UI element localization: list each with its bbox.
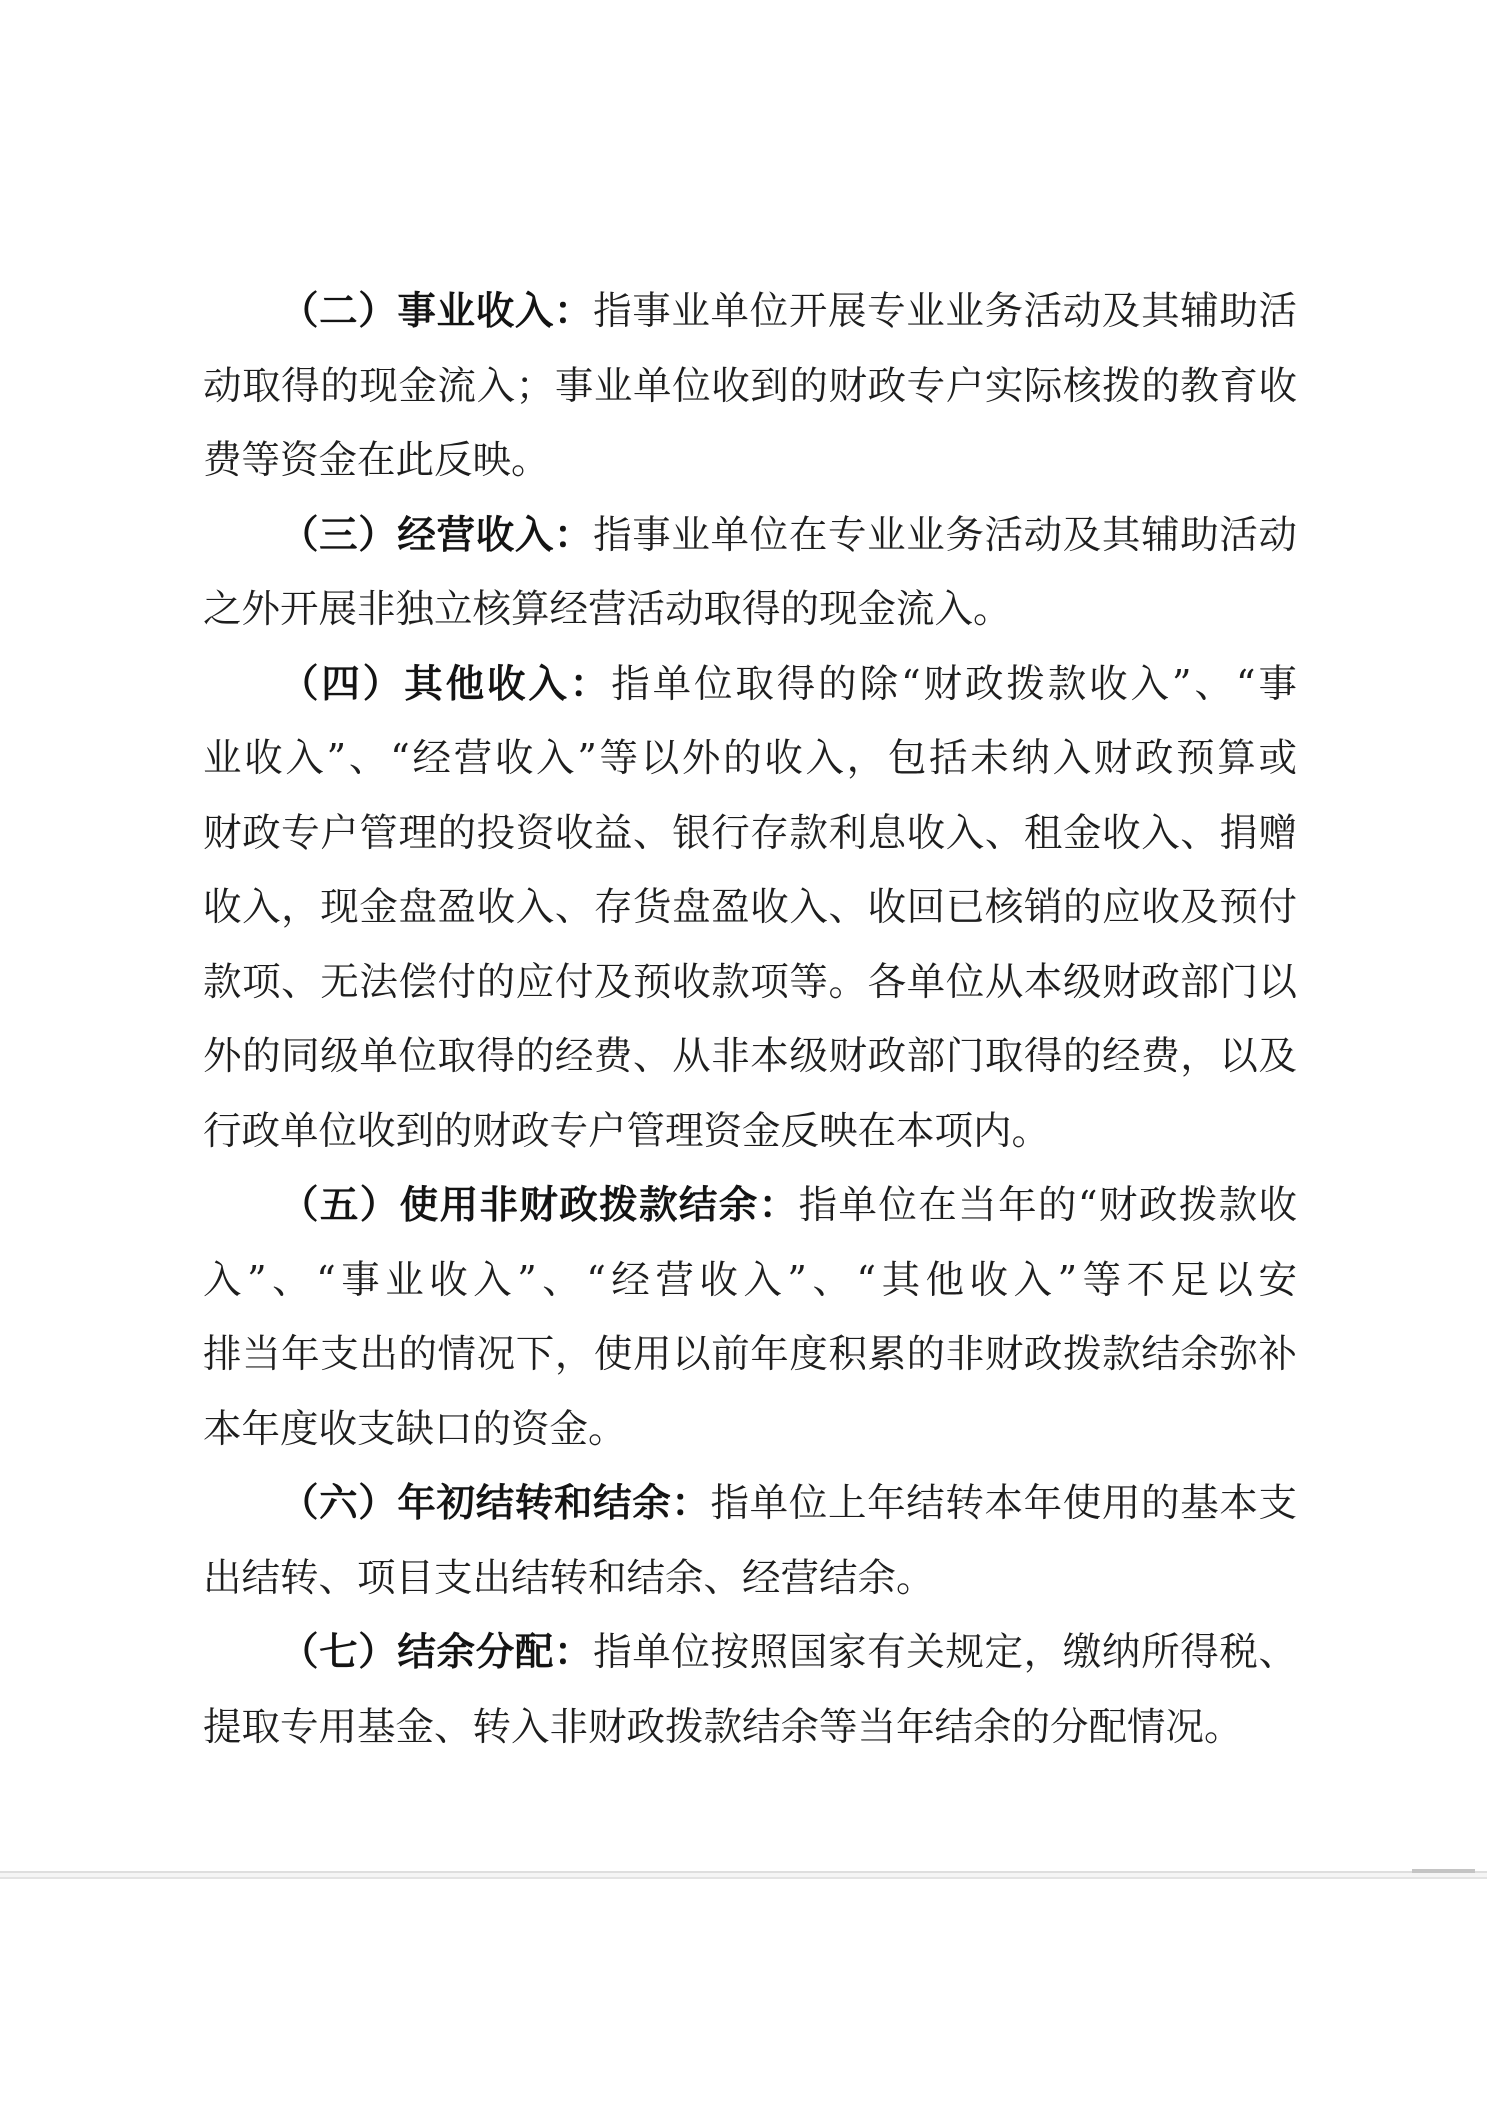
paragraph-line-text: 指单位上年结转本年使用的基本支 [710, 1481, 1297, 1526]
document-text-block [203, 275, 1297, 1765]
paragraph-lead: （二）事业收入： [280, 289, 594, 334]
paragraph-4-qita-shouru [203, 648, 1297, 1170]
paragraph-lead: （六）年初结转和结余： [280, 1481, 711, 1526]
paragraph-line [203, 275, 1297, 350]
paragraph-line-text: 指事业单位开展专业业务活动及其辅助活 [593, 289, 1297, 334]
paragraph-6-nianchu-jiezhuan-he-jieyu [203, 1467, 1297, 1616]
paragraph-line: 费等资金在此反映。 [203, 438, 550, 483]
scan-artifact-line [0, 1871, 1487, 1881]
paragraph-line [203, 1169, 1297, 1244]
paragraph-lead: （五）使用非财政拨款结余： [280, 1183, 799, 1228]
paragraph-line: 排当年支出的情况下，使用以前年度积累的非财政拨款结余弥补 [203, 1332, 1297, 1377]
paragraph-lead: （七）结余分配： [280, 1630, 594, 1675]
paragraph-5-shiyong-feicaizheng-bokuan-jieyu [203, 1169, 1297, 1467]
paragraph-line-text: 指单位按照国家有关规定，缴纳所得税、 [593, 1630, 1297, 1675]
paragraph-line-text: 指事业单位在专业业务活动及其辅助活动 [593, 512, 1297, 558]
paragraph-line: 本年度收支缺口的资金。 [203, 1406, 627, 1452]
paragraph-line: 业收入”、“经营收入”等以外的收入，包括未纳入财政预算或 [203, 736, 1297, 781]
paragraph-line [203, 648, 1297, 723]
paragraph-line: 收入，现金盘盈收入、存货盘盈收入、收回已核销的应收及预付 [203, 885, 1297, 930]
paragraph-line: 外的同级单位取得的经费、从非本级财政部门取得的经费，以及 [203, 1034, 1297, 1079]
paragraph-lead: （三）经营收入： [280, 512, 594, 558]
paragraph-line: 动取得的现金流入；事业单位收到的财政专户实际核拨的教育收 [203, 363, 1297, 409]
paragraph-lead: （四）其他收入： [280, 661, 612, 707]
paragraph-line [203, 1616, 1297, 1691]
paragraph-line: 之外开展非独立核算经营活动取得的现金流入。 [203, 587, 1012, 632]
paragraph-line: 提取专用基金、转入非财政拨款结余等当年结余的分配情况。 [203, 1704, 1243, 1750]
paragraph-line: 财政专户管理的投资收益、银行存款利息收入、租金收入、捐赠 [203, 810, 1297, 856]
paragraph-7-jieyu-fenpei [203, 1616, 1297, 1765]
paragraph-line [203, 1467, 1297, 1542]
paragraph-line: 出结转、项目支出结转和结余、经营结余。 [203, 1555, 935, 1601]
paragraph-2-shiye-shouru [203, 275, 1297, 499]
paragraph-line-text: 指单位取得的除“财政拨款收入”、“事 [611, 661, 1297, 707]
paragraph-line [203, 499, 1297, 574]
paragraph-line: 行政单位收到的财政专户管理资金反映在本项内。 [203, 1108, 1051, 1154]
paragraph-line: 款项、无法偿付的应付及预收款项等。各单位从本级财政部门以 [203, 959, 1297, 1005]
paragraph-line: 入”、“事业收入”、“经营收入”、“其他收入”等不足以安 [203, 1257, 1297, 1303]
paragraph-line-text: 指单位在当年的“财政拨款收 [798, 1183, 1297, 1228]
paragraph-3-jingying-shouru [203, 499, 1297, 648]
scan-artifact-dash [1412, 1869, 1475, 1873]
